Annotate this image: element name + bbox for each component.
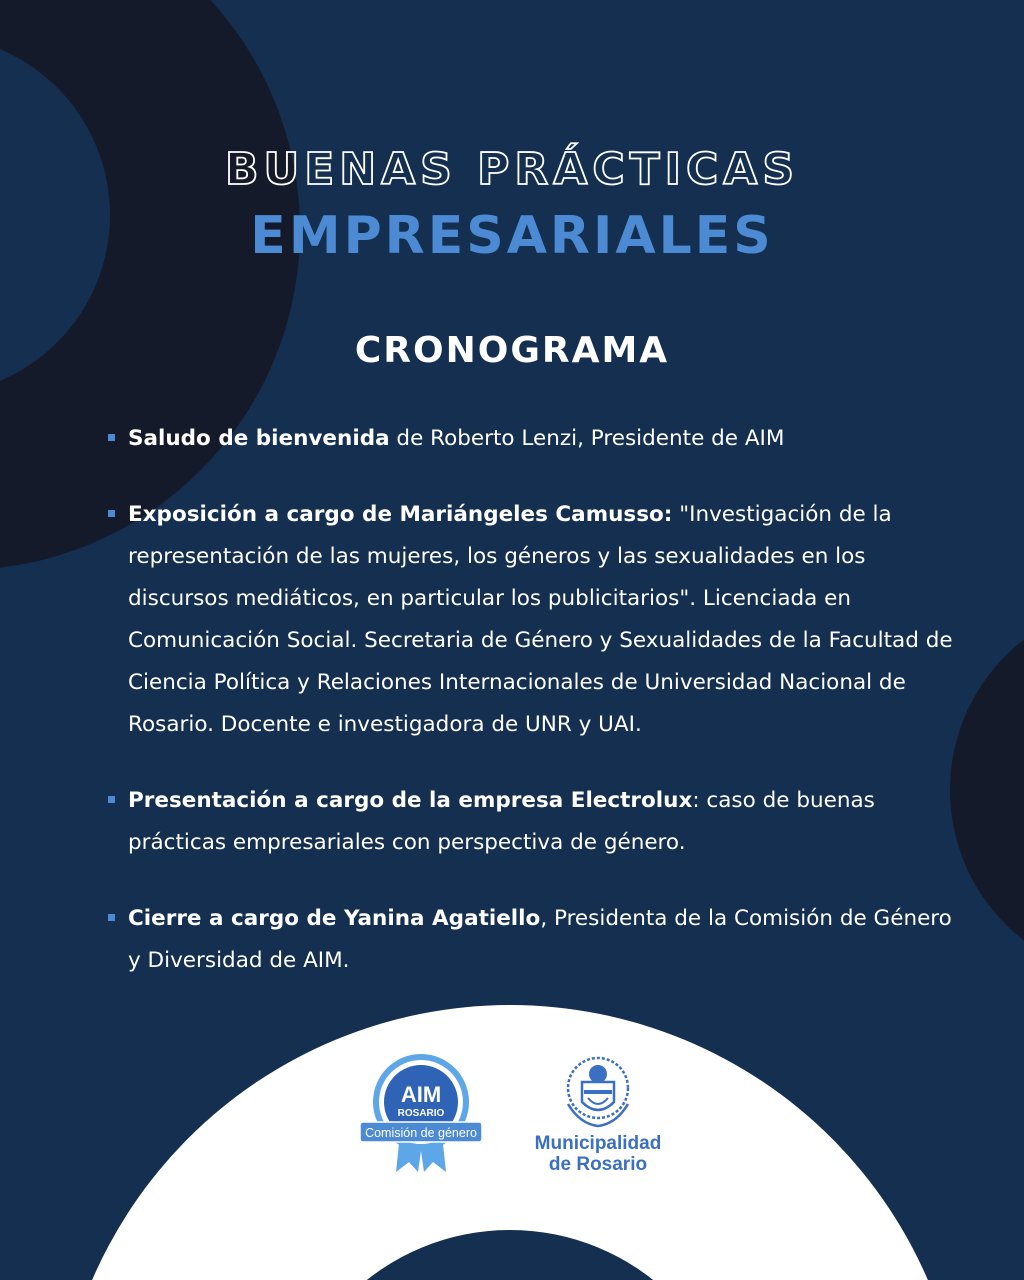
schedule-list: [108, 418, 968, 982]
aim-logo: [356, 1050, 486, 1180]
item-text: de Roberto Lenzi, Presidente de AIM: [389, 426, 785, 451]
title-line-2: EMPRESARIALES: [250, 206, 774, 266]
item-title: Saludo de bienvenida: [128, 426, 390, 451]
municipality-line-2: de Rosario: [548, 1154, 648, 1175]
section-heading: CRONOGRAMA: [354, 330, 670, 371]
title-line-1: BUENAS PRÁCTICAS: [224, 144, 800, 195]
schedule-item: [108, 780, 968, 864]
item-title: Presentación a cargo de la empresa Electrolux: [128, 788, 693, 813]
item-text: "Investigación de la representación de las mujeres, los géneros y las sexualidades en los discursos mediáticos, en particular los publicitarios". Licenciada en Comunicación Social. Secretaria de Género y Sexualidades de la Facultad de Ciencia Política y Relaciones Internacionales de Universidad Nacional de Rosario. Docente e investigadora de UNR y UAI.: [128, 502, 953, 737]
item-text: : caso de buenas prácticas empresariales con perspectiva de género.: [128, 788, 875, 855]
schedule-item: [108, 494, 968, 746]
item-title: Exposición a cargo de Mariángeles Camusso:: [128, 502, 673, 527]
square-bullet-icon: [108, 434, 115, 441]
svg-text:ROSARIO: ROSARIO: [397, 1108, 445, 1119]
square-bullet-icon: [108, 796, 115, 803]
municipality-name: [526, 1133, 670, 1175]
logo-area: [0, 1040, 1024, 1200]
item-text: , Presidenta de la Comisión de Género y Diversidad de AIM.: [128, 906, 952, 973]
schedule-item: [108, 898, 968, 982]
svg-text:Comisión de género: Comisión de género: [365, 1126, 477, 1140]
schedule-item: [108, 418, 968, 460]
square-bullet-icon: [108, 510, 115, 517]
item-title: Cierre a cargo de Yanina Agatiello: [128, 906, 541, 931]
svg-text:AIM: AIM: [400, 1082, 442, 1107]
square-bullet-icon: [108, 914, 115, 921]
municipality-line-1: Municipalidad: [534, 1133, 662, 1154]
